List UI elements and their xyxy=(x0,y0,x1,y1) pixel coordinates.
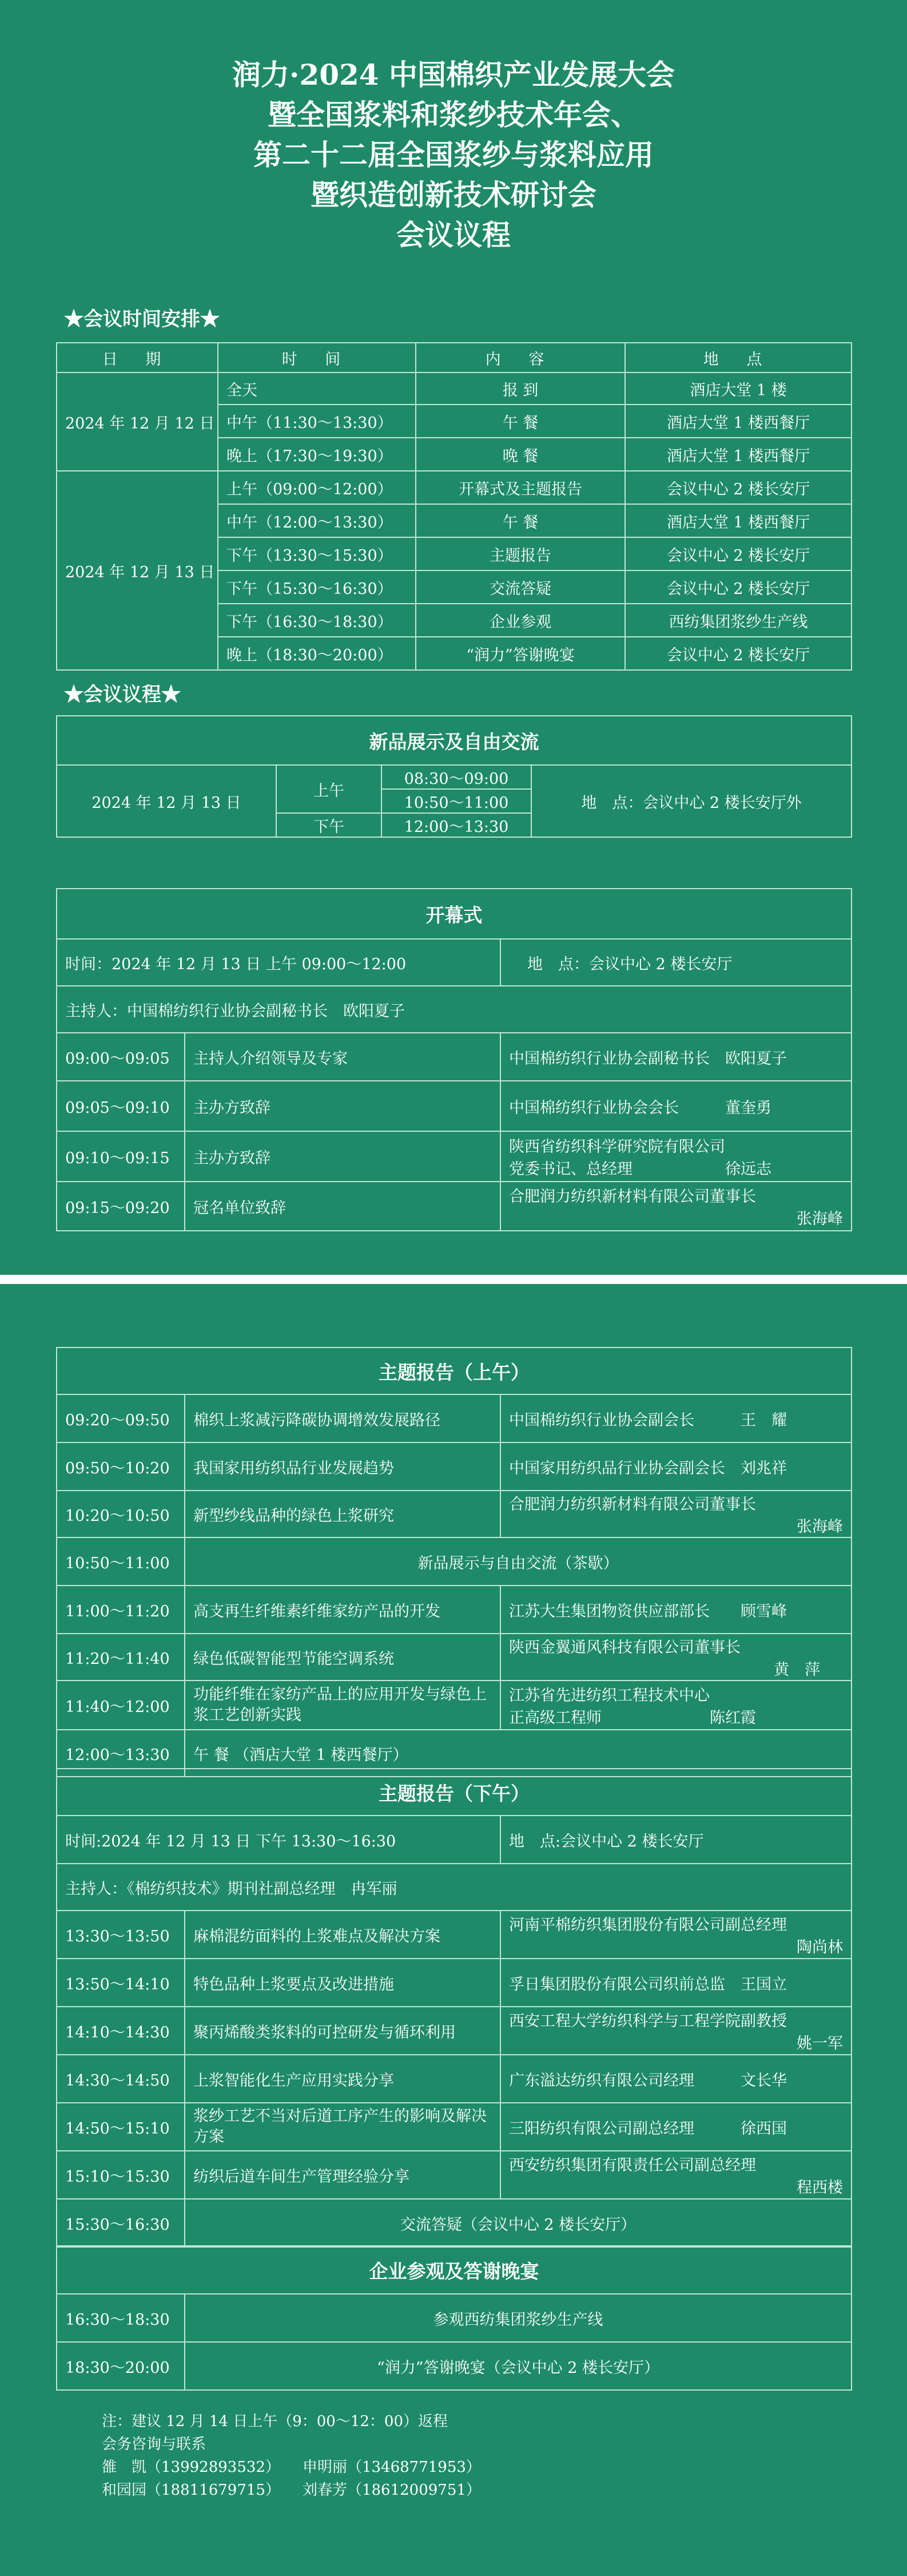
schedule-header-row xyxy=(57,343,852,372)
table-row xyxy=(57,1131,852,1182)
row-item: 浆纱工艺不当对后道工序产生的影响及解决方案 xyxy=(185,2103,500,2151)
row-speaker: 陕西金翼通风科技有限公司董事长 黄 萍 xyxy=(500,1634,852,1681)
table-row xyxy=(57,1442,852,1491)
row-speaker: 河南平棉纺织集团股份有限公司副总经理 陶尚林 xyxy=(500,1911,852,1959)
notes xyxy=(102,2410,481,2502)
expo-place: 地 点：会议中心 2 楼长安厅外 xyxy=(531,765,852,837)
row-speaker: 中国棉纺织行业协会副会长 王 耀 xyxy=(500,1394,852,1442)
row-item: 主持人介绍领导及专家 xyxy=(185,1033,500,1081)
expo-date: 2024 年 12 月 13 日 xyxy=(57,765,276,837)
page-separator xyxy=(0,1275,907,1284)
visit-table xyxy=(56,2245,852,2391)
row-item: 午 餐 （酒店大堂 1 楼西餐厅） xyxy=(185,1730,852,1777)
row-place: 会议中心 2 楼长安厅 xyxy=(625,637,852,670)
table-row xyxy=(57,1634,852,1681)
schedule-day-1: 2024 年 12 月 12 日 xyxy=(57,372,218,471)
row-time: 12:00～13:30 xyxy=(57,1730,185,1777)
expo-pm: 下午 xyxy=(276,813,381,837)
row-time: 下午（15:30～16:30） xyxy=(218,570,416,604)
row-content: “润力”答谢晚宴 xyxy=(416,637,625,670)
document-title xyxy=(0,55,907,255)
row-item: 聚丙烯酸类浆料的可控研发与循环利用 xyxy=(185,2007,500,2055)
expo-am: 上午 xyxy=(276,765,381,813)
title-line-5: 会议议程 xyxy=(396,218,511,252)
expo-time-3: 12:00～13:30 xyxy=(381,813,531,837)
row-place: 酒店大堂 1 楼 xyxy=(625,372,852,405)
visit-title: 企业参观及答谢晚宴 xyxy=(57,2246,852,2294)
agenda-heading: ★会议议程★ xyxy=(64,683,181,706)
row-speaker: 孚日集团股份有限公司织前总监 王国立 xyxy=(500,1959,852,2007)
row-item: “润力”答谢晚宴（会议中心 2 楼长安厅） xyxy=(185,2342,852,2390)
title-line-2: 暨全国浆料和浆纱技术年会、 xyxy=(268,98,639,132)
header-date: 日 期 xyxy=(57,343,218,372)
row-time: 11:40～12:00 xyxy=(57,1681,185,1730)
row-time: 10:50～11:00 xyxy=(57,1537,185,1586)
table-row xyxy=(57,1537,852,1586)
row-content: 开幕式及主题报告 xyxy=(416,471,625,504)
opening-table xyxy=(56,888,852,1231)
expo-time-1: 08:30～09:00 xyxy=(381,765,531,789)
row-speaker: 江苏大生集团物资供应部部长 顾雪峰 xyxy=(500,1586,852,1634)
row-item: 麻棉混纺面料的上浆难点及解决方案 xyxy=(185,1911,500,1959)
row-speaker: 江苏省先进纺织工程技术中心 正高级工程师 陈红霞 xyxy=(500,1681,852,1730)
row-time: 14:50～15:10 xyxy=(57,2103,185,2151)
row-item: 绿色低碳智能型节能空调系统 xyxy=(185,1634,500,1681)
row-speaker: 中国棉纺织行业协会会长 董奎勇 xyxy=(500,1081,852,1131)
row-place: 西纺集团浆纱生产线 xyxy=(625,604,852,637)
row-content: 报 到 xyxy=(416,372,625,405)
header-place: 地 点 xyxy=(625,343,852,372)
row-time: 09:00～09:05 xyxy=(57,1033,185,1081)
pm-reports-title: 主题报告（下午） xyxy=(57,1769,852,1816)
row-content: 晚 餐 xyxy=(416,438,625,471)
row-time: 18:30～20:00 xyxy=(57,2342,185,2390)
row-speaker: 三阳纺织有限公司副总经理 徐西国 xyxy=(500,2103,852,2151)
table-row xyxy=(57,2103,852,2151)
page-two xyxy=(0,1284,907,2576)
row-item: 棉织上浆减污降碳协调增效发展路径 xyxy=(185,1394,500,1442)
pm-reports-host: 主持人：《棉纺织技术》期刊社副总经理 冉军丽 xyxy=(57,1864,852,1911)
row-time: 10:20～10:50 xyxy=(57,1491,185,1537)
table-row xyxy=(57,1959,852,2007)
row-item: 主办方致辞 xyxy=(185,1081,500,1131)
row-item: 特色品种上浆要点及改进措施 xyxy=(185,1959,500,2007)
row-place: 会议中心 2 楼长安厅 xyxy=(625,537,852,570)
expo-title: 新品展示及自由交流 xyxy=(57,716,852,765)
table-row xyxy=(57,2342,852,2390)
header-time: 时 间 xyxy=(218,343,416,372)
row-time: 09:05～09:10 xyxy=(57,1081,185,1131)
row-speaker: 中国棉纺织行业协会副秘书长 欧阳夏子 xyxy=(500,1033,852,1081)
table-row xyxy=(57,1081,852,1131)
row-time: 下午（13:30～15:30） xyxy=(218,537,416,570)
row-time: 09:50～10:20 xyxy=(57,1442,185,1491)
row-item: 功能纤维在家纺产品上的应用开发与绿色上浆工艺创新实践 xyxy=(185,1681,500,1730)
row-time: 上午（09:00～12:00） xyxy=(218,471,416,504)
note-contacts-1: 雒 凯（13992893532） 申明丽（13468771953） xyxy=(102,2459,481,2476)
row-place: 酒店大堂 1 楼西餐厅 xyxy=(625,405,852,438)
table-row xyxy=(57,1681,852,1730)
row-place: 会议中心 2 楼长安厅 xyxy=(625,570,852,604)
opening-title: 开幕式 xyxy=(57,889,852,939)
row-time: 15:30～16:30 xyxy=(57,2199,185,2247)
table-row xyxy=(57,2007,852,2055)
am-reports-table xyxy=(56,1347,852,1777)
table-row xyxy=(57,1911,852,1959)
row-speaker: 合肥润力纺织新材料有限公司董事长 张海峰 xyxy=(500,1182,852,1231)
row-item: 主办方致辞 xyxy=(185,1131,500,1182)
row-item: 高支再生纤维素纤维家纺产品的开发 xyxy=(185,1586,500,1634)
table-row xyxy=(57,1182,852,1231)
row-item: 新品展示与自由交流（茶歇） xyxy=(185,1537,852,1586)
row-time: 下午（16:30～18:30） xyxy=(218,604,416,637)
row-time: 13:50～14:10 xyxy=(57,1959,185,2007)
row-time: 中午（12:00～13:30） xyxy=(218,504,416,537)
row-speaker: 广东溢达纺织有限公司经理 文长华 xyxy=(500,2055,852,2103)
opening-place: 地 点：会议中心 2 楼长安厅 xyxy=(500,939,852,986)
row-time: 09:15～09:20 xyxy=(57,1182,185,1231)
table-row xyxy=(57,471,852,504)
row-content: 午 餐 xyxy=(416,405,625,438)
schedule-heading: ★会议时间安排★ xyxy=(64,308,220,331)
row-time: 全天 xyxy=(218,372,416,405)
opening-time: 时间：2024 年 12 月 13 日 上午 09:00～12:00 xyxy=(57,939,500,986)
row-time: 11:20～11:40 xyxy=(57,1634,185,1681)
row-speaker: 陕西省纺织科学研究院有限公司 党委书记、总经理 徐远志 xyxy=(500,1131,852,1182)
note-contact-heading: 会务咨询与联系 xyxy=(102,2436,206,2453)
row-place: 酒店大堂 1 楼西餐厅 xyxy=(625,438,852,471)
row-item: 我国家用纺织品行业发展趋势 xyxy=(185,1442,500,1491)
table-row xyxy=(57,372,852,405)
table-row xyxy=(57,2199,852,2247)
row-item: 纺织后道车间生产管理经验分享 xyxy=(185,2151,500,2199)
table-row xyxy=(57,1586,852,1634)
row-time: 09:20～09:50 xyxy=(57,1394,185,1442)
row-place: 酒店大堂 1 楼西餐厅 xyxy=(625,504,852,537)
row-time: 13:30～13:50 xyxy=(57,1911,185,1959)
row-speaker: 西安工程大学纺织科学与工程学院副教授 姚一军 xyxy=(500,2007,852,2055)
note-contacts-2: 和园园（18811679715） 刘春芳（18612009751） xyxy=(102,2482,481,2499)
row-item: 交流答疑（会议中心 2 楼长安厅） xyxy=(185,2199,852,2247)
row-item: 参观西纺集团浆纱生产线 xyxy=(185,2294,852,2342)
table-row xyxy=(57,1394,852,1442)
row-time: 晚上（17:30～19:30） xyxy=(218,438,416,471)
expo-time-2: 10:50～11:00 xyxy=(381,789,531,813)
row-content: 企业参观 xyxy=(416,604,625,637)
row-time: 11:00～11:20 xyxy=(57,1586,185,1634)
row-time: 14:10～14:30 xyxy=(57,2007,185,2055)
row-content: 午 餐 xyxy=(416,504,625,537)
row-time: 中午（11:30～13:30） xyxy=(218,405,416,438)
opening-host: 主持人：中国棉纺织行业协会副秘书长 欧阳夏子 xyxy=(57,986,852,1033)
title-line-3: 第二十二届全国浆纱与浆料应用 xyxy=(253,138,654,172)
page-one xyxy=(0,0,907,1275)
row-speaker: 中国家用纺织品行业协会副会长 刘兆祥 xyxy=(500,1442,852,1491)
header-content: 内 容 xyxy=(416,343,625,372)
row-speaker: 合肥润力纺织新材料有限公司董事长 张海峰 xyxy=(500,1491,852,1537)
row-item: 新型纱线品种的绿色上浆研究 xyxy=(185,1491,500,1537)
row-speaker: 西安纺织集团有限责任公司副总经理 程西楼 xyxy=(500,2151,852,2199)
table-row xyxy=(57,1491,852,1537)
table-row xyxy=(57,2151,852,2199)
table-row xyxy=(57,2294,852,2342)
note-return: 注：建议 12 月 14 日上午（9：00～12：00）返程 xyxy=(102,2413,448,2430)
am-reports-title: 主题报告（上午） xyxy=(57,1348,852,1394)
row-place: 会议中心 2 楼长安厅 xyxy=(625,471,852,504)
table-row xyxy=(57,1033,852,1081)
row-item: 冠名单位致辞 xyxy=(185,1182,500,1231)
row-time: 晚上（18:30～20:00） xyxy=(218,637,416,670)
row-content: 主题报告 xyxy=(416,537,625,570)
title-line-1: 润力·2024 中国棉织产业发展大会 xyxy=(232,58,675,92)
row-item: 上浆智能化生产应用实践分享 xyxy=(185,2055,500,2103)
row-content: 交流答疑 xyxy=(416,570,625,604)
pm-reports-table xyxy=(56,1768,852,2248)
row-time: 14:30～14:50 xyxy=(57,2055,185,2103)
pm-reports-time: 时间:2024 年 12 月 13 日 下午 13:30～16:30 xyxy=(57,1816,500,1864)
pm-reports-place: 地 点:会议中心 2 楼长安厅 xyxy=(500,1816,852,1864)
schedule-table xyxy=(56,342,852,671)
schedule-day-2: 2024 年 12 月 13 日 xyxy=(57,471,218,670)
title-line-4: 暨织造创新技术研讨会 xyxy=(311,178,596,212)
row-time: 16:30～18:30 xyxy=(57,2294,185,2342)
expo-table xyxy=(56,715,852,838)
row-time: 15:10～15:30 xyxy=(57,2151,185,2199)
table-row xyxy=(57,2055,852,2103)
row-time: 09:10～09:15 xyxy=(57,1131,185,1182)
